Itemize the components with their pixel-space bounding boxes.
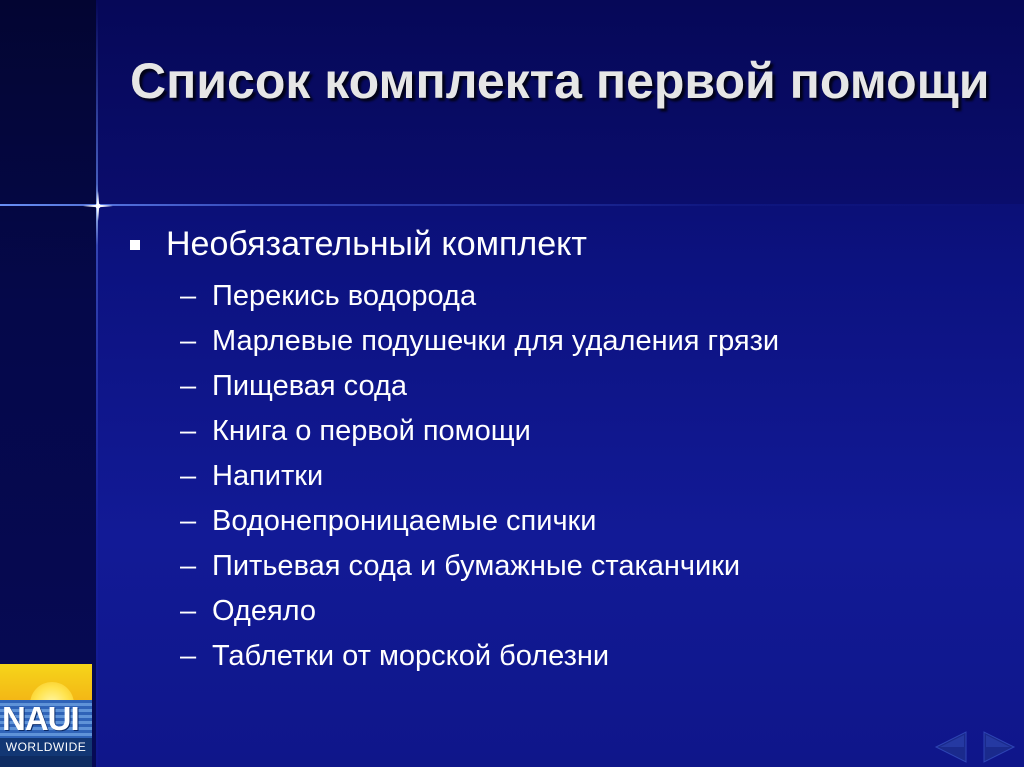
logo-wordmark: WORLDWIDE — [0, 738, 92, 756]
dash-marker: – — [180, 325, 197, 357]
dash-marker: – — [180, 505, 197, 537]
list-item — [180, 366, 779, 411]
sub-item-list — [180, 276, 779, 681]
naui-logo — [0, 664, 92, 767]
horizontal-accent-line — [0, 204, 1024, 206]
list-item — [180, 546, 779, 591]
triangle-left-icon — [936, 732, 966, 762]
list-item-label: Питьевая сода и бумажные стаканчики — [212, 550, 741, 582]
dash-marker: – — [180, 550, 197, 582]
dash-marker: – — [180, 460, 197, 492]
sparkle-icon — [83, 191, 113, 221]
triangle-right-icon — [984, 732, 1014, 762]
list-item-label: Пищевая сода — [212, 370, 408, 402]
bullet-item — [130, 222, 587, 266]
list-item-label: Напитки — [212, 460, 324, 492]
bullet-label: Необязательный комплект — [166, 225, 587, 263]
logo-letters: NAUI — [2, 700, 79, 737]
logo-footer-strip — [0, 756, 92, 767]
dash-marker: – — [180, 640, 197, 672]
dash-marker: – — [180, 370, 197, 402]
square-bullet-icon — [130, 240, 140, 250]
list-item — [180, 501, 779, 546]
list-item — [180, 456, 779, 501]
list-item — [180, 636, 779, 681]
list-item-label: Таблетки от морской болезни — [212, 640, 610, 672]
list-item-label: Одеяло — [212, 595, 317, 627]
dash-marker: – — [180, 415, 197, 447]
left-decorative-strip — [0, 0, 96, 767]
list-item — [180, 276, 779, 321]
next-slide-button[interactable] — [982, 730, 1016, 764]
vertical-accent-line — [96, 0, 98, 767]
list-item — [180, 321, 779, 366]
list-item — [180, 411, 779, 456]
list-item-label: Перекись водорода — [212, 280, 477, 312]
list-item-label: Книга о первой помощи — [212, 415, 531, 447]
dash-marker: – — [180, 280, 197, 312]
dash-marker: – — [180, 595, 197, 627]
previous-slide-button[interactable] — [934, 730, 968, 764]
list-item-label: Марлевые подушечки для удаления грязи — [212, 325, 780, 357]
list-item-label: Водонепроницаемые спички — [212, 505, 597, 537]
list-item — [180, 591, 779, 636]
slide-title: Список комплекта первой помощи — [130, 53, 990, 109]
